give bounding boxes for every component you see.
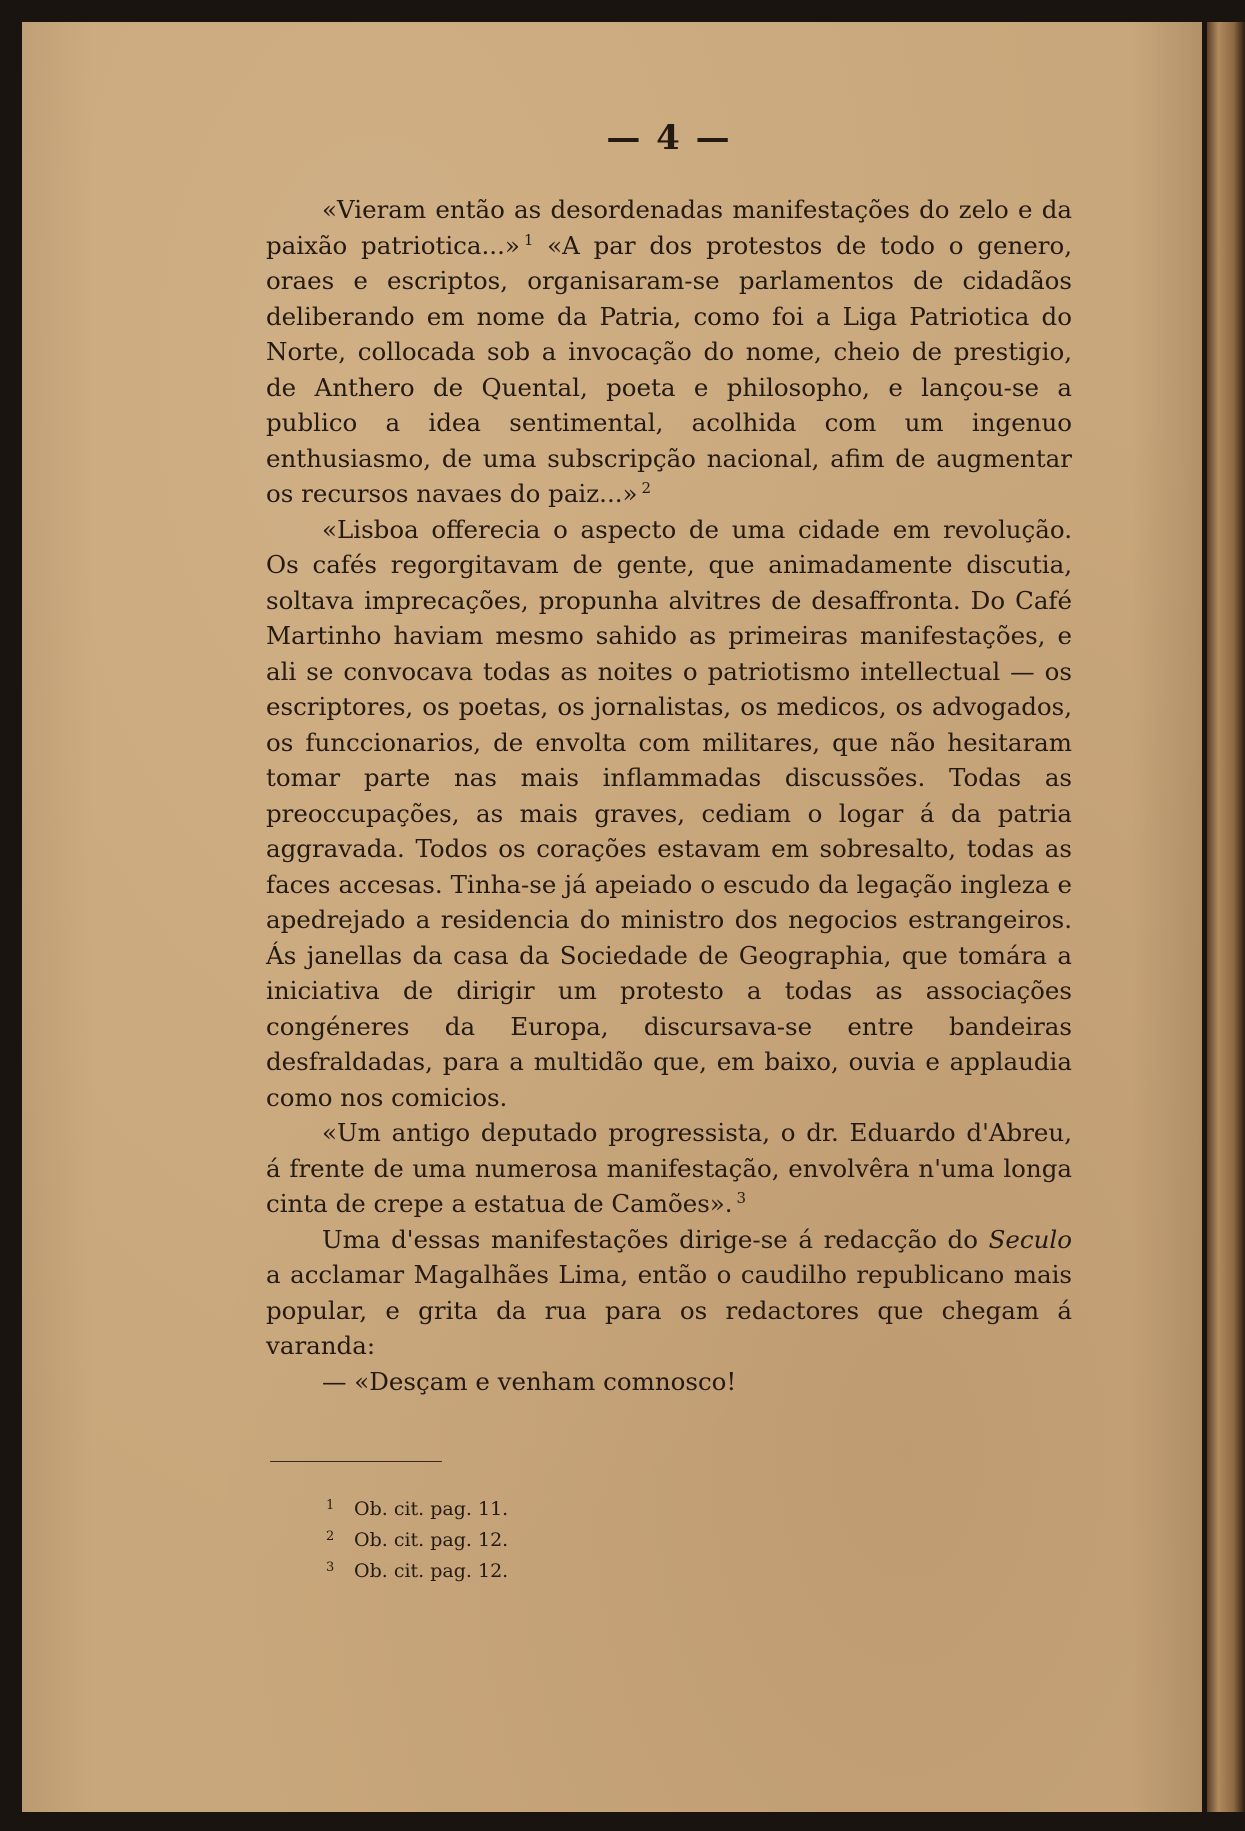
footnote-1 [326,1492,1072,1523]
newspaper-title: Seculo [988,1224,1072,1254]
footnote-divider [270,1461,442,1462]
footnote-ref-3: 3 [736,1189,747,1207]
footnote-3 [326,1554,1072,1585]
paragraph-2: «Lisboa offerecia o aspecto de uma cidade em revolução. Os cafés regorgitavam de gente, que animadamente discutia, soltava imprecações, propunha alvitres de desaffronta. Do Café Martinho haviam mesmo sahido as primeiras manifestações, e ali se convocava todas as noites o patriotismo intellectual — os escriptores, os poetas, os jornalistas, os medicos, os advogados, os funccionarios, de envolta com militares, que não hesitaram tomar parte nas mais inflammadas discussões. Todas as preoccupações, as mais graves, cediam o logar á da patria aggravada. Todos os corações estavam em sobresalto, todas as faces accesas. Tinha-se já apeiado o escudo da legação ingleza e apedrejado a residencia do ministro dos negocios estrangeiros. Ás janellas da casa da Sociedade de Geographia, que tomára a iniciativa de dirigir um protesto a todas as associações congéneres da Europa, discursava-se entre bandeiras desfraldadas, para a multidão que, em baixo, ouvia e applaudia como nos comicios. [266,514,1072,1112]
page-content [266,118,1072,1585]
footnote-3-number: 3 [326,1560,335,1575]
paragraph-1-text-b: «A par dos protestos de todo o genero, oraes e escriptos, organisaram-se parlamentos de cidadãos deliberando em nome da Patria, como foi a Liga Patriotica do Norte, collocada sob a invocação do nome, cheio de prestigio, de Anthero de Quental, poeta e philosopho, e lançou-se a publico a idea sentimental, acolhida com um ingenuo enthusiasmo, de uma subscripção nacional, afim de augmentar os recursos navaes do paiz...» [266,230,1072,508]
paragraph-4-text-b: a acclamar Magalhães Lima, então o caudilho republicano mais popular, e grita da rua para os redactores que chegam á varanda: [266,1260,1072,1360]
book-spine-edge [1207,22,1245,1812]
footnote-2 [326,1523,1072,1554]
footnote-2-number: 2 [326,1529,335,1544]
footnote-1-text: Ob. cit. pag. 11. [354,1498,509,1520]
paragraph-1-text-a: «Vieram então as desordenadas manifestações do zelo e da paixão patriotica...» [266,195,1072,260]
paragraph-4 [266,1222,1072,1364]
footnote-1-number: 1 [326,1498,335,1513]
footnote-2-text: Ob. cit. pag. 12. [354,1529,509,1551]
paragraph-4-text-a: Uma d'essas manifestações dirige-se á redacção do [322,1224,989,1254]
body-text [266,192,1072,1399]
dialogue-line: — «Desçam e venham comnosco! [322,1366,737,1396]
footnote-ref-2: 2 [641,479,652,497]
paragraph-3-text: «Um antigo deputado progressista, o dr. Eduardo d'Abreu, á frente de uma numerosa manifestação, envolvêra n'uma longa cinta de crepe a estatua de Camões». [266,1118,1072,1218]
footnotes [326,1492,1072,1585]
page-number: — 4 — [606,118,732,158]
footnote-ref-1: 1 [523,230,534,249]
paragraph-1 [266,192,1072,512]
footnote-3-text: Ob. cit. pag. 12. [354,1560,509,1582]
paragraph-3 [266,1115,1072,1222]
